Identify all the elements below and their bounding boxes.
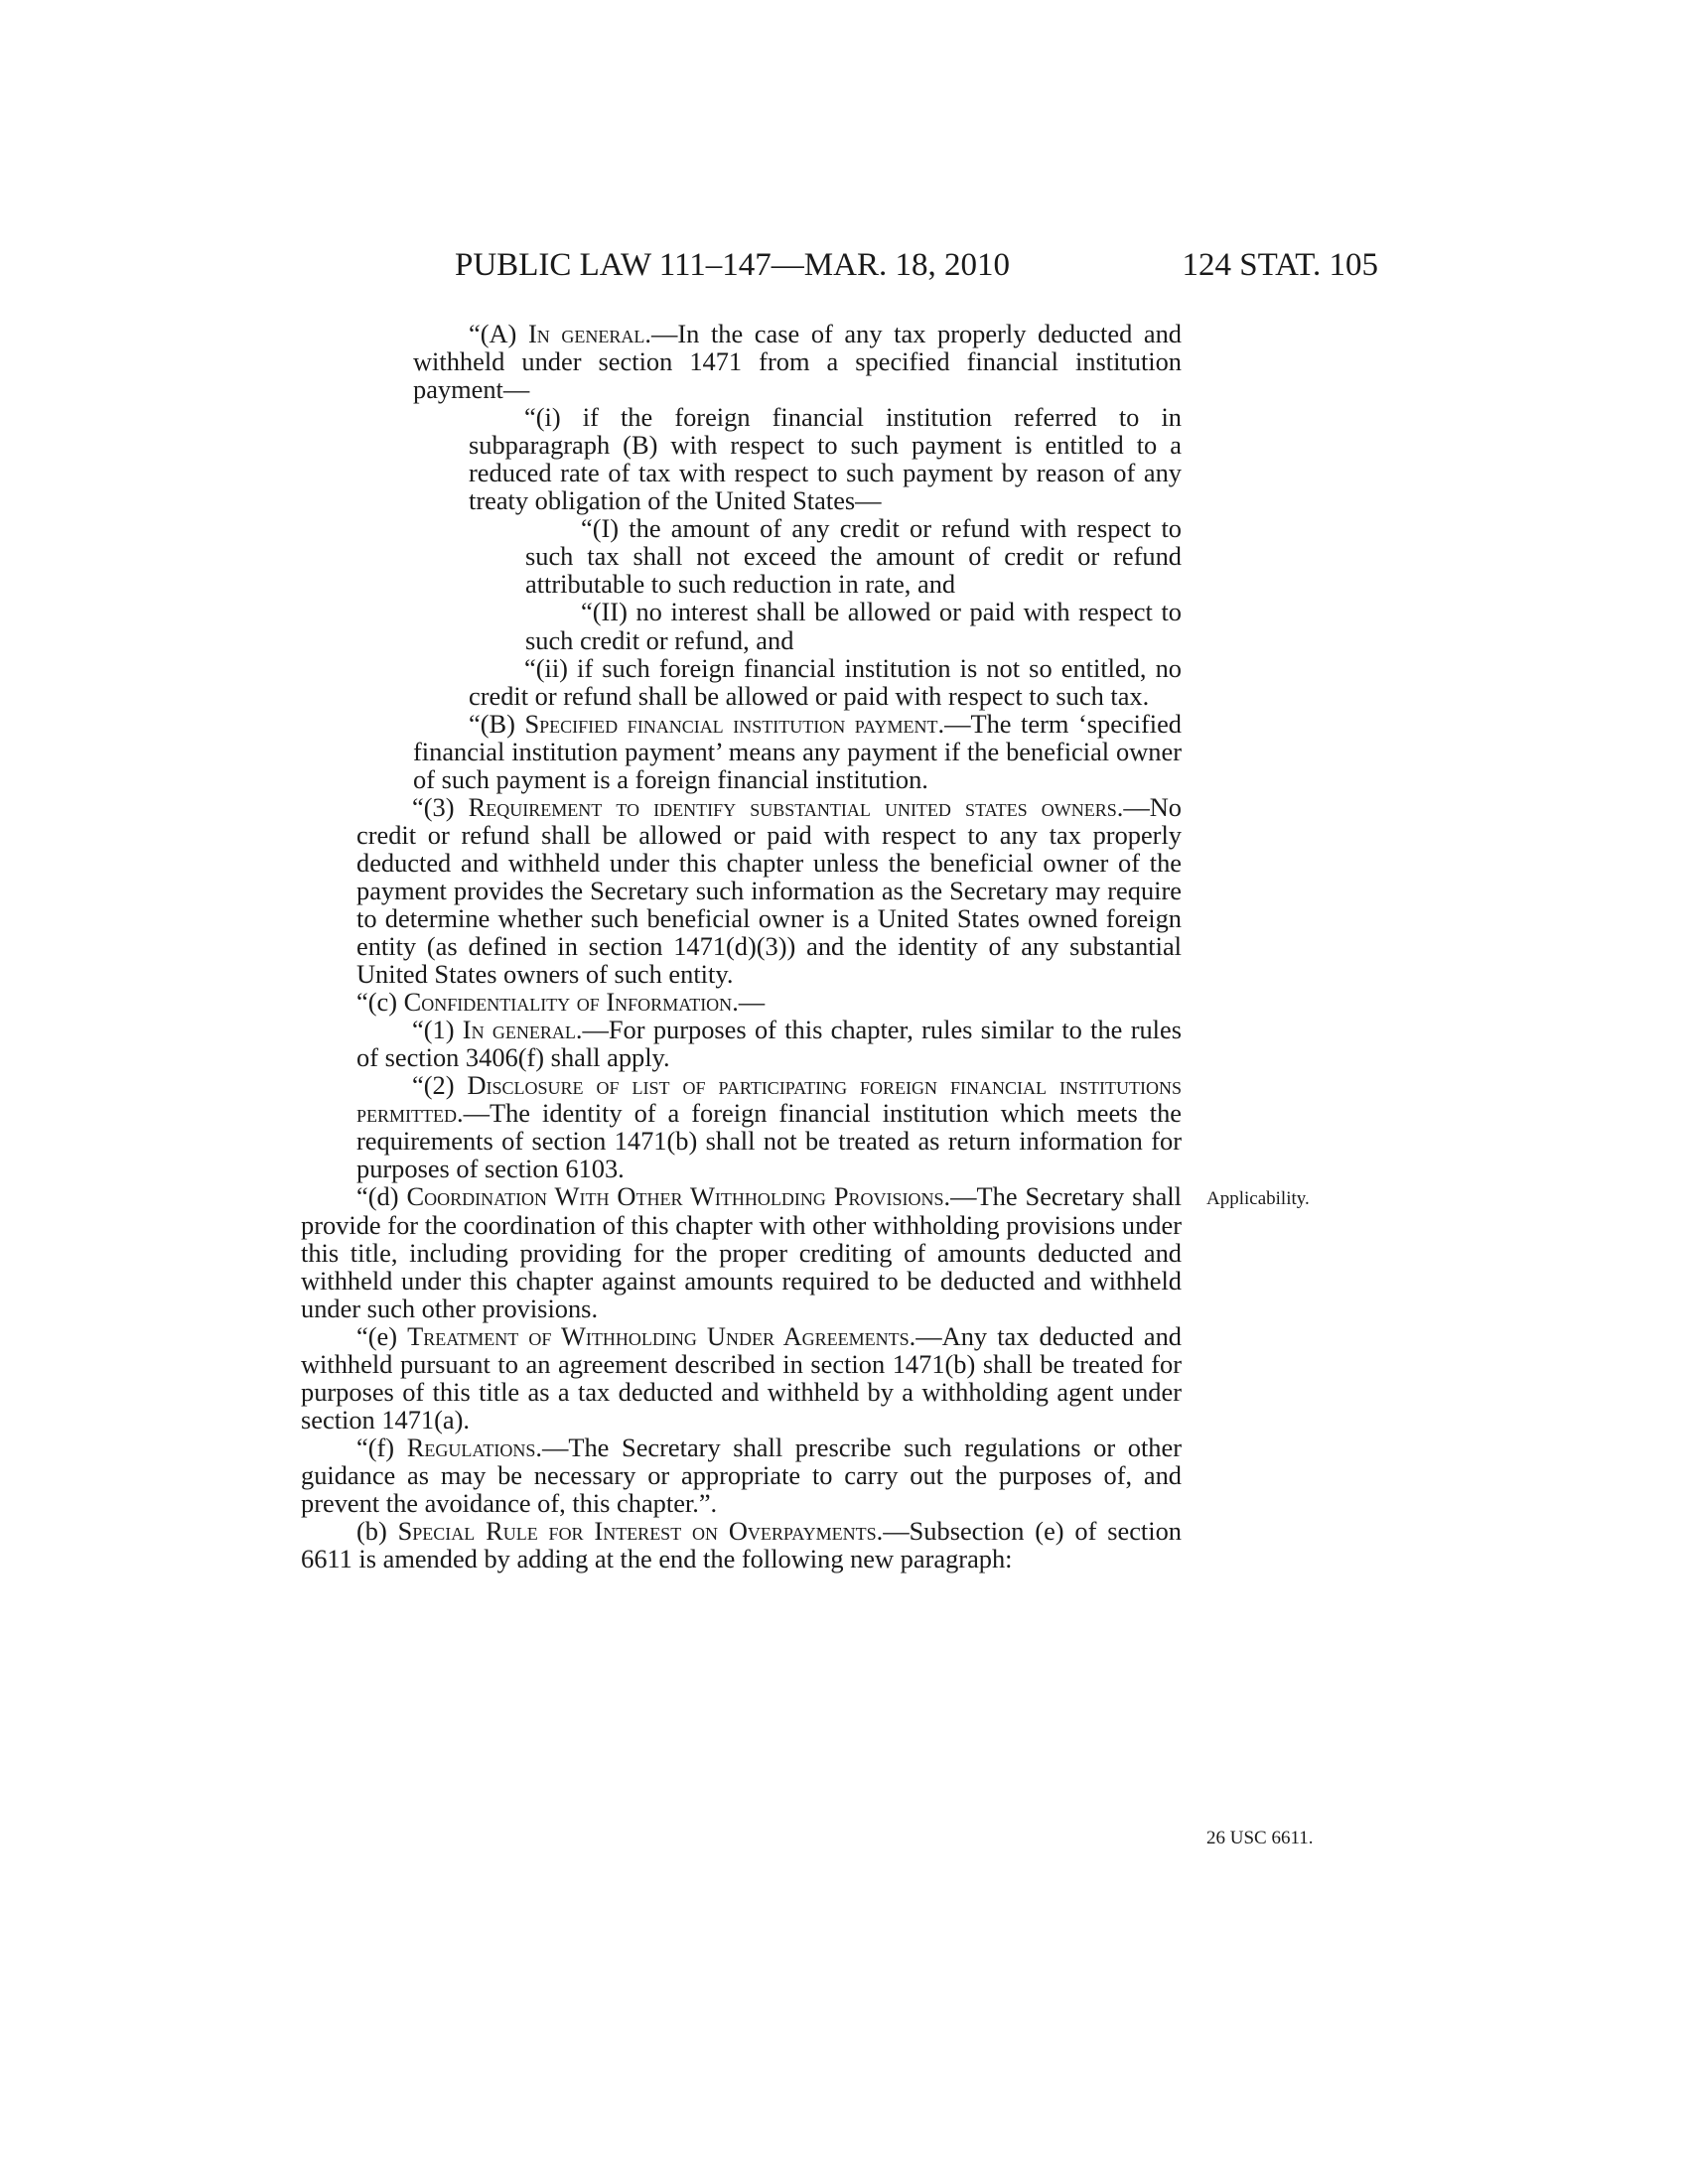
page-title: PUBLIC LAW 111–147—MAR. 18, 2010 <box>455 247 1010 283</box>
heading: Confidentiality of Information <box>403 987 733 1018</box>
heading: Specified financial institution payment <box>524 708 938 739</box>
paragraph-f-regulations: “(f) Regulations.—The Secretary shall prescribe such regulations or other guidance as may be necessary or appropriate to carry out the purposes of, and prevent the avoidance of, this chapter.”. <box>301 1432 1182 1518</box>
paragraph-a-in-general: “(A) In general.—In the case of any tax properly deducted and withheld under section 1471 from a specified financial institution payment— <box>413 319 1182 405</box>
document-body <box>301 320 1182 1572</box>
heading: Disclosure of list of participating foreign financial institutions permitted <box>356 1070 1182 1129</box>
heading: Requirement to identify substantial united states owners <box>468 791 1117 822</box>
heading: Regulations <box>406 1432 536 1462</box>
paragraph-b-specified-payment: “(B) Specified financial institution payment.—The term ‘specified financial institution payment’ means any payment if the beneficial owner of such payment is a foreign financial institution. <box>413 708 1182 794</box>
heading: Coordination With Other Withholding Provisions <box>406 1181 944 1212</box>
paragraph-I: “(I) the amount of any credit or refund with respect to such tax shall not exceed the amount of credit or refund attributable to such reduction in rate, and <box>525 513 1182 600</box>
paragraph-c-confidentiality: “(c) Confidentiality of Information.— <box>356 987 766 1018</box>
heading: In general <box>462 1015 576 1045</box>
margin-note-applicability: Applicability. <box>1206 1188 1310 1209</box>
paragraph-d-coordination: “(d) Coordination With Other Withholding Provisions.—The Secretary shall provide for the coordination of this chapter with other withholding provisions under this title, including providing for the proper crediting of amounts deducted and withheld under this chapter against amounts required to be deducted and withheld under such other provisions. <box>301 1181 1182 1323</box>
heading: In general <box>527 319 645 348</box>
paragraph-b-special-rule: (b) Special Rule for Interest on Overpayments.—Subsection (e) of section 6611 is amended by adding at the end the following new paragraph: <box>301 1516 1182 1574</box>
paragraph-i: “(i) if the foreign financial institution referred to in subparagraph (B) with respect to such payment is entitled to a reduced rate of tax with respect to such payment by reason of any treaty obligation of the United States— <box>469 402 1182 516</box>
stat-reference: 124 STAT. 105 <box>1182 247 1378 283</box>
heading: Special Rule for Interest on Overpayments <box>397 1516 877 1547</box>
page-header <box>455 245 1378 285</box>
paragraph-2-disclosure: “(2) Disclosure of list of participating foreign financial institutions permitted.—The identity of a foreign financial institution which meets the requirements of section 1471(b) shall not be treated as return information for purposes of section 6103. <box>356 1070 1182 1184</box>
paragraph-ii: “(ii) if such foreign financial institution is not so entitled, no credit or refund shall be allowed or paid with respect to such tax. <box>469 652 1182 711</box>
heading: Treatment of Withholding Under Agreements <box>407 1320 910 1351</box>
paragraph-1-in-general: “(1) In general.—For purposes of this chapter, rules similar to the rules of section 3406(f) shall apply. <box>356 1015 1182 1073</box>
margin-note-usc: 26 USC 6611. <box>1206 1828 1314 1848</box>
paragraph-II: “(II) no interest shall be allowed or paid with respect to such credit or refund, and <box>525 597 1182 655</box>
paragraph-e-treatment: “(e) Treatment of Withholding Under Agreements.—Any tax deducted and withheld pursuant to an agreement described in section 1471(b) shall be treated for purposes of this title as a tax deducted and withheld by a withholding agent under section 1471(a). <box>301 1320 1182 1434</box>
paragraph-3-requirement: “(3) Requirement to identify substantial united states owners.—No credit or refund shall be allowed or paid with respect to any tax properly deducted and withheld under this chapter unless the beneficial owner of the payment provides the Secretary such information as the Secretary may require to determine whether such beneficial owner is a United States owned foreign entity (as defined in section 1471(d)(3)) and the identity of any substantial United States owners of such entity. <box>356 791 1182 990</box>
